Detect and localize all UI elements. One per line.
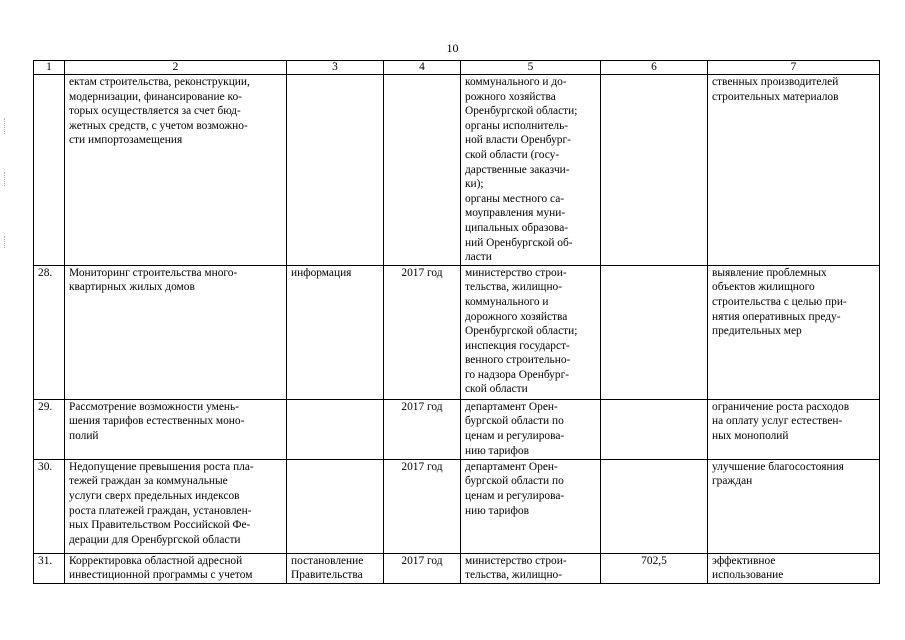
- executors-cell-line: ний Оренбургской об-: [465, 236, 573, 249]
- scan-artifact: [4, 172, 6, 186]
- row-number: 28.: [34, 265, 65, 399]
- executors-cell-line: тельства, жилищно-: [465, 569, 563, 582]
- completion-form-cell-line: постановление: [291, 554, 364, 567]
- executors-cell-line: инспекция государст-: [465, 339, 570, 352]
- expected-result-cell-line: объектов жилищного: [712, 281, 815, 294]
- column-number: 7: [708, 61, 880, 75]
- event-cell-line: торых осуществляется за счет бюд-: [69, 105, 241, 118]
- expected-result-cell: [708, 265, 880, 399]
- event-cell: [65, 553, 287, 583]
- executors-cell-line: министерство строи-: [465, 266, 567, 279]
- event-cell: [65, 399, 287, 459]
- event-cell-line: Недопущение превышения роста пла-: [69, 460, 254, 473]
- executors-cell: [461, 553, 601, 583]
- event-cell-line: ных Правительством Российской Фе-: [69, 519, 251, 532]
- event-cell-line: тежей граждан за коммунальные: [69, 475, 228, 488]
- expected-result-cell-line: использование: [712, 569, 784, 582]
- event-cell-line: Рассмотрение возможности умень-: [69, 400, 239, 413]
- executors-cell-line: нию тарифов: [465, 444, 529, 457]
- event-cell-line: Корректировка областной адресной: [69, 554, 243, 567]
- table-row: [34, 399, 880, 459]
- executors-cell-line: министерство строи-: [465, 554, 567, 567]
- amount-cell: 702,5: [601, 553, 708, 583]
- event-cell-line: модернизации, финансирование ко-: [69, 90, 242, 103]
- amount-cell: [601, 265, 708, 399]
- executors-cell: [461, 459, 601, 553]
- event-cell-line: жетных средств, с учетом возможно-: [69, 119, 248, 132]
- executors-cell-line: департамент Орен-: [465, 400, 558, 413]
- event-cell-line: полий: [69, 429, 99, 442]
- expected-result-cell-line: улучшение благосостояния: [712, 460, 844, 473]
- executors-cell-line: рожного хозяйства: [465, 90, 556, 103]
- expected-result-cell-line: строительных материалов: [712, 90, 839, 103]
- event-cell: [65, 459, 287, 553]
- expected-result-cell-line: предительных мер: [712, 325, 802, 338]
- executors-cell-line: бургской области по: [465, 475, 564, 488]
- executors-cell-line: тельства, жилищно-: [465, 281, 563, 294]
- scan-artifact: [4, 236, 6, 248]
- period-cell: 2017 год: [384, 553, 461, 583]
- expected-result-cell-line: на оплату услуг естествен-: [712, 415, 843, 428]
- executors-cell-line: дорожного хозяйства: [465, 310, 568, 323]
- executors-cell-line: органы местного са-: [465, 192, 565, 205]
- event-cell-line: квартирных жилых домов: [69, 281, 195, 294]
- amount-cell: [601, 399, 708, 459]
- period-cell: 2017 год: [384, 265, 461, 399]
- expected-result-cell-line: нятия оперативных преду-: [712, 310, 841, 323]
- page-number: 10: [446, 41, 459, 55]
- executors-cell-line: нию тарифов: [465, 504, 529, 517]
- executors-cell-line: бургской области по: [465, 415, 564, 428]
- expected-result-cell: [708, 399, 880, 459]
- event-cell-line: ектам строительства, реконструкции,: [69, 76, 250, 88]
- executors-cell: [461, 75, 601, 266]
- executors-cell-line: ценам и регулирова-: [465, 489, 565, 502]
- executors-cell-line: коммунального и до-: [465, 76, 567, 88]
- expected-result-cell-line: ственных производителей: [712, 76, 839, 88]
- completion-form-cell: [287, 265, 384, 399]
- column-number: 6: [601, 61, 708, 75]
- table-row: [34, 459, 880, 553]
- executors-cell-line: венного строительно-: [465, 354, 571, 367]
- expected-result-cell: [708, 459, 880, 553]
- table-row: [34, 75, 880, 266]
- amount-cell: [601, 459, 708, 553]
- column-number: 3: [287, 61, 384, 75]
- expected-result-cell-line: эффективное: [712, 554, 776, 567]
- executors-cell: [461, 399, 601, 459]
- column-number: 1: [34, 61, 65, 75]
- completion-form-cell: [287, 75, 384, 266]
- row-number: [34, 75, 65, 266]
- column-number-row: [34, 61, 880, 75]
- expected-result-cell: [708, 75, 880, 266]
- amount-cell: [601, 75, 708, 266]
- expected-result-cell: [708, 553, 880, 583]
- executors-cell-line: ской области: [465, 383, 528, 396]
- executors-cell-line: ласти: [465, 251, 492, 264]
- completion-form-cell-line: Правительства: [291, 569, 363, 582]
- event-cell-line: Мониторинг строительства много-: [69, 266, 238, 279]
- column-number: 2: [65, 61, 287, 75]
- row-number: 29.: [34, 399, 65, 459]
- executors-cell-line: ной власти Оренбург-: [465, 134, 571, 147]
- expected-result-cell-line: ных монополий: [712, 429, 789, 442]
- executors-cell-line: Оренбургской области;: [465, 105, 578, 118]
- executors-cell-line: ки);: [465, 178, 484, 191]
- event-cell: [65, 265, 287, 399]
- executors-cell-line: коммунального и: [465, 295, 549, 308]
- period-cell: [384, 75, 461, 266]
- executors-cell-line: ципальных образова-: [465, 221, 569, 234]
- row-number: 31.: [34, 553, 65, 583]
- expected-result-cell-line: выявление проблемных: [712, 266, 827, 279]
- row-number: 30.: [34, 459, 65, 553]
- executors-cell-line: департамент Орен-: [465, 460, 558, 473]
- event-cell-line: роста платежей граждан, установлен-: [69, 504, 252, 517]
- scan-artifact: [4, 118, 6, 134]
- executors-cell-line: ской области (госу-: [465, 148, 560, 161]
- table-row: [34, 553, 880, 583]
- executors-cell-line: дарственные заказчи-: [465, 163, 570, 176]
- event-cell: [65, 75, 287, 266]
- event-cell-line: инвестиционной программы с учетом: [69, 569, 253, 582]
- executors-cell-line: моуправления муни-: [465, 207, 566, 220]
- column-number: 4: [384, 61, 461, 75]
- event-cell-line: услуги сверх предельных индексов: [69, 489, 240, 502]
- expected-result-cell-line: строительства с целью при-: [712, 295, 847, 308]
- measures-table: [33, 60, 880, 584]
- expected-result-cell-line: ограничение роста расходов: [712, 400, 850, 413]
- period-cell: 2017 год: [384, 399, 461, 459]
- completion-form-cell: [287, 399, 384, 459]
- period-cell: 2017 год: [384, 459, 461, 553]
- completion-form-cell: [287, 553, 384, 583]
- event-cell-line: дерации для Оренбургской области: [69, 533, 241, 546]
- completion-form-cell-line: информация: [291, 266, 352, 279]
- event-cell-line: шения тарифов естественных моно-: [69, 415, 245, 428]
- column-number: 5: [461, 61, 601, 75]
- executors-cell-line: органы исполнитель-: [465, 119, 569, 132]
- executors-cell: [461, 265, 601, 399]
- expected-result-cell-line: граждан: [712, 475, 753, 488]
- table-row: [34, 265, 880, 399]
- executors-cell-line: Оренбургской области;: [465, 325, 578, 338]
- event-cell-line: сти импортозамещения: [69, 134, 183, 147]
- completion-form-cell: [287, 459, 384, 553]
- executors-cell-line: го надзора Оренбург-: [465, 368, 570, 381]
- executors-cell-line: ценам и регулирова-: [465, 429, 565, 442]
